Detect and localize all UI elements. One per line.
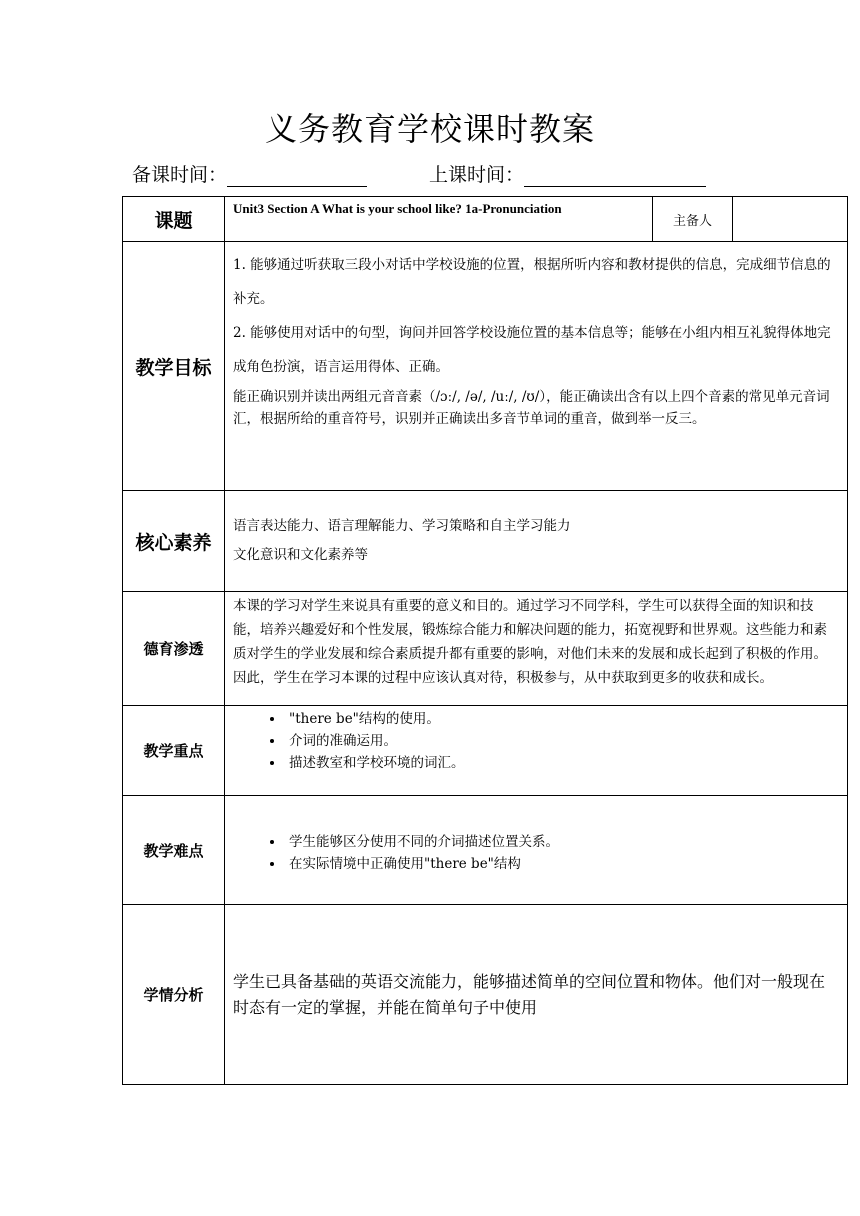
key-points-label: 教学重点 [123, 706, 225, 796]
owner-label: 主备人 [653, 197, 733, 242]
key-points-content [225, 706, 848, 796]
objective-item: 2. 能够使用对话中的句型，询问并回答学校设施位置的基本信息等；能够在小组内相互礼貌得体地完成角色扮演，语言运用得体、正确。 [233, 325, 831, 375]
analysis-label: 学情分析 [123, 905, 225, 1085]
lesson-plan-table [122, 196, 848, 1085]
class-time-blank[interactable] [524, 166, 706, 187]
objectives-row [123, 242, 848, 491]
class-time-label: 上课时间： [429, 164, 525, 186]
objectives-content [225, 242, 848, 491]
difficulties-content [225, 796, 848, 905]
owner-value[interactable] [733, 197, 848, 242]
list-item: • 介词的准确运用。 [285, 730, 839, 752]
list-item: • "there be"结构的使用。 [285, 708, 839, 730]
topic-value: Unit3 Section A What is your school like? 1a-Pronunciation [225, 197, 653, 242]
topic-row [123, 197, 848, 242]
moral-row [123, 592, 848, 706]
key-points-list [233, 708, 839, 774]
page-title: 义务教育学校课时教案 [264, 110, 595, 148]
core-line: 文化意识和文化素养等 [233, 547, 368, 563]
difficulties-list [233, 831, 839, 875]
core-content [225, 491, 848, 592]
analysis-content: 学生已具备基础的英语交流能力，能够描述简单的空间位置和物体。他们对一般现在时态有一定的掌握，并能在简单句子中使用 [225, 905, 848, 1085]
core-label: 核心素养 [123, 491, 225, 592]
analysis-row [123, 905, 848, 1085]
moral-content: 本课的学习对学生来说具有重要的意义和目的。通过学习不同学科，学生可以获得全面的知识和技能，培养兴趣爱好和个性发展，锻炼综合能力和解决问题的能力，拓宽视野和世界观。这些能力和素质对学生的学业发展和综合素质提升都有重要的影响，对他们未来的发展和成长起到了积极的作用。因此，学生在学习本课的过程中应该认真对待，积极参与，从中获取到更多的收获和成长。 [225, 592, 848, 706]
difficulties-label: 教学难点 [123, 796, 225, 905]
prep-time-blank[interactable] [227, 166, 367, 187]
time-fields [132, 160, 706, 187]
topic-label: 课题 [123, 197, 225, 242]
objective-item: 能正确识别并读出两组元音音素（/ɔː/, /ə/, /uː/, /ʊ/），能正确读出含有以上四个音素的常见单元音词汇，根据所给的重音符号，识别并正确读出多音节单词的重音，做到举一反三。 [233, 389, 830, 427]
list-item: • 描述教室和学校环境的词汇。 [285, 752, 839, 774]
list-item: • 在实际情境中正确使用"there be"结构 [285, 853, 839, 875]
core-row [123, 491, 848, 592]
core-line: 语言表达能力、语言理解能力、学习策略和自主学习能力 [233, 518, 571, 534]
difficulties-row [123, 796, 848, 905]
objective-item: 1. 能够通过听获取三段小对话中学校设施的位置，根据所听内容和教材提供的信息，完成细节信息的补充。 [233, 257, 831, 307]
moral-label: 德育渗透 [123, 592, 225, 706]
prep-time-label: 备课时间： [132, 164, 228, 186]
objectives-label: 教学目标 [123, 242, 225, 491]
list-item: • 学生能够区分使用不同的介词描述位置关系。 [285, 831, 839, 853]
key-points-row [123, 706, 848, 796]
